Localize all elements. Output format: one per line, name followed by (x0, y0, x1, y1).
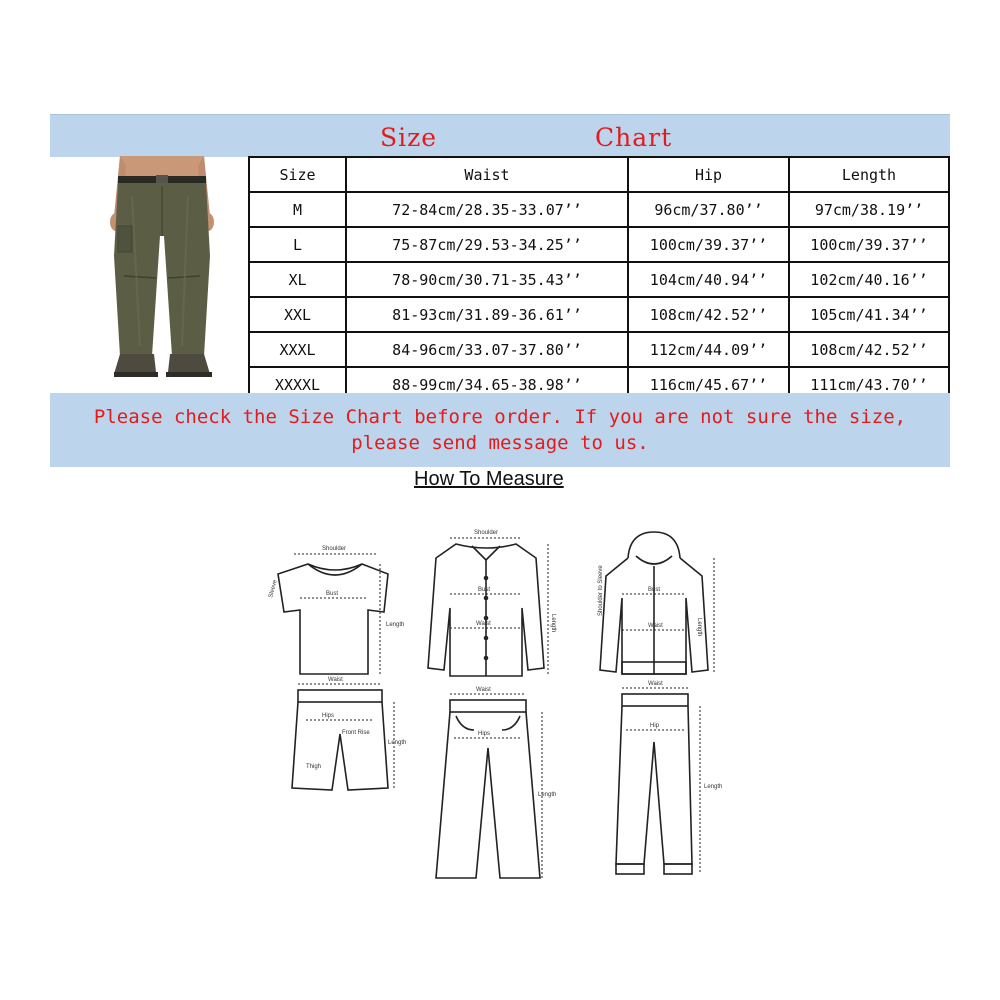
label-length-shorts: Length (388, 740, 407, 746)
label-thigh: Thigh (306, 764, 322, 770)
hip-cell: 116cm/45.67’’ (628, 367, 789, 402)
label-hip-joggers: Hip (650, 723, 660, 729)
size-cell: M (249, 192, 346, 227)
label-waist-shorts: Waist (328, 677, 343, 683)
size-table (248, 156, 950, 403)
hip-cell: 100cm/39.37’’ (628, 227, 789, 262)
column-header: Waist (346, 157, 628, 192)
waist-cell: 78-90cm/30.71-35.43’’ (346, 262, 628, 297)
table-header-row (249, 157, 949, 192)
label-waist-trousers: Waist (476, 687, 491, 693)
column-header: Hip (628, 157, 789, 192)
tshirt-diagram (268, 546, 404, 674)
size-cell: XL (249, 262, 346, 297)
shirt-diagram (428, 530, 556, 676)
shorts-diagram (292, 677, 406, 790)
table-row (249, 297, 949, 332)
label-shoulder: Shoulder (322, 546, 347, 552)
label-length-shirt: Length (550, 614, 556, 633)
length-cell: 100cm/39.37’’ (789, 227, 949, 262)
how-to-measure-title: How To Measure (414, 468, 564, 490)
hip-cell: 112cm/44.09’’ (628, 332, 789, 367)
label-length-tshirt: Length (386, 622, 405, 628)
length-cell: 97cm/38.19’’ (789, 192, 949, 227)
size-cell: L (249, 227, 346, 262)
label-length-hoodie: Length (696, 618, 702, 637)
trousers-diagram (436, 687, 556, 878)
length-cell: 105cm/41.34’’ (789, 297, 949, 332)
hip-cell: 104cm/40.94’’ (628, 262, 789, 297)
label-length-trousers: Length (538, 792, 557, 798)
table-row (249, 192, 949, 227)
length-cell: 102cm/40.16’’ (789, 262, 949, 297)
waist-cell: 88-99cm/34.65-38.98’’ (346, 367, 628, 402)
waist-cell: 75-87cm/29.53-34.25’’ (346, 227, 628, 262)
label-sleeve: Sleeve (268, 579, 279, 599)
notice-line-2: please send message to us. (351, 432, 649, 454)
waist-cell: 81-93cm/31.89-36.61’’ (346, 297, 628, 332)
size-chart-title-band (50, 114, 950, 157)
label-hips-trousers: Hips (478, 731, 491, 737)
label-length-joggers: Length (704, 784, 723, 790)
hoodie-diagram (598, 532, 714, 674)
label-waist-hoodie: Waist (648, 623, 663, 629)
waist-cell: 84-96cm/33.07-37.80’’ (346, 332, 628, 367)
label-bust-hoodie: Bust (648, 587, 661, 593)
waist-cell: 72-84cm/28.35-33.07’’ (346, 192, 628, 227)
label-hips: Hips (322, 713, 335, 719)
size-cell: XXL (249, 297, 346, 332)
how-to-measure-diagram (250, 498, 750, 890)
title-word-size: Size (380, 123, 438, 152)
length-cell: 111cm/43.70’’ (789, 367, 949, 402)
length-cell: 108cm/42.52’’ (789, 332, 949, 367)
label-shoulder-to-sleeve: Shoulder to Sleeve (598, 565, 604, 616)
label-bust-tshirt: Bust (326, 591, 339, 597)
pants-model-photo (92, 156, 232, 388)
hip-cell: 108cm/42.52’’ (628, 297, 789, 332)
label-waist-shirt: Waist (476, 621, 491, 627)
label-bust-shirt: Bust (478, 587, 491, 593)
size-notice-band (50, 393, 950, 467)
label-shoulder-shirt: Shoulder (474, 530, 499, 536)
table-row (249, 332, 949, 367)
joggers-diagram (616, 681, 722, 874)
hip-cell: 96cm/37.80’’ (628, 192, 789, 227)
column-header: Length (789, 157, 949, 192)
label-waist-joggers: Waist (648, 681, 663, 687)
notice-line-1: Please check the Size Chart before order. If you are not sure the size, (93, 406, 907, 428)
size-cell: XXXXL (249, 367, 346, 402)
title-word-chart: Chart (595, 123, 673, 152)
size-cell: XXXL (249, 332, 346, 367)
label-front-rise: Front Rise (342, 730, 370, 736)
column-header: Size (249, 157, 346, 192)
table-row (249, 262, 949, 297)
table-row (249, 227, 949, 262)
